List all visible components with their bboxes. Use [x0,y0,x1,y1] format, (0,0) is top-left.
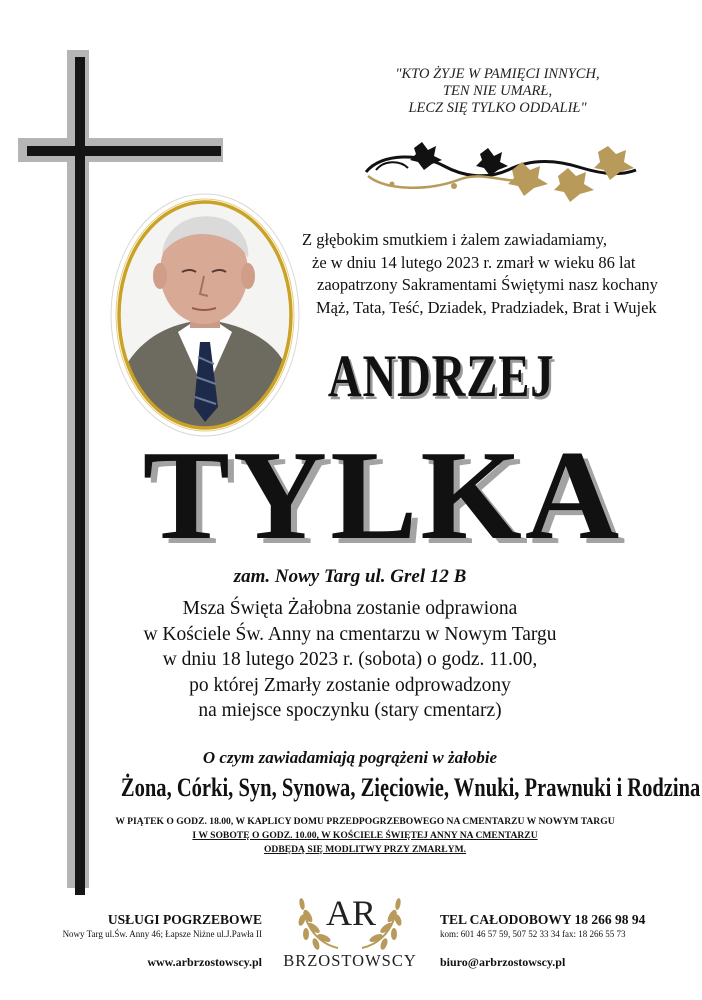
contact-info [440,912,690,970]
funeral-home-info [12,912,262,970]
logo-initials: AR [325,893,376,933]
phone-number: TEL CAŁODOBOWY 18 266 98 94 [440,912,646,927]
intro-line-3: zaopatrzony Sakramentami Świętymi nasz kochany [317,275,658,294]
company-title: USŁUGI POGRZEBOWE [107,912,262,927]
funeral-mass-info [100,596,600,724]
deceased-surname: TYLKA [142,424,623,566]
mass-line-4: po której Zmarły zostanie odprowadzony [189,674,511,696]
logo-name: BRZOSTOWSCY [283,951,417,970]
mass-line-1: Msza Święta Żałobna zostanie odprawiona [182,598,518,619]
mourners-family: Żona, Córki, Syn, Synowa, Zięciowie, Wnuki, Prawnuki i Rodzina [120,773,701,802]
announcement-intro [300,229,660,319]
mass-line-3: w dniu 18 lutego 2023 r. (sobota) o godz. 11.00, [162,649,538,670]
deceased-photo [108,192,302,438]
quote-line-3: LECZ SIĘ TYLKO ODDALIŁ" [408,100,587,116]
deceased-first-name: ANDRZEJ [327,343,555,409]
cross-icon-horizontal [27,146,221,156]
intro-line-1: Z głębokim smutkiem i żalem zawiadamiamy, [302,230,608,249]
quote-line-2: TEN NIE UMARŁ, [442,83,553,99]
mourners-intro: O czym zawiadamiają pogrążeni w żałobie [202,748,498,767]
mass-line-5: na miejsce spoczynku (stary cmentarz) [198,700,502,721]
vine-ornament-icon [362,140,640,204]
company-address: Nowy Targ ul.Św. Anny 46; Łapsze Niżne ul.J.Pawła II [62,929,262,939]
company-website-link[interactable]: www.arbrzostowscy.pl [147,955,262,969]
deceased-address: zam. Nowy Targ ul. Grel 12 B [233,566,467,587]
quote-line-1: "KTO ŻYJE W PAMIĘCI INNYCH, [395,66,600,82]
memorial-quote [355,66,640,117]
prayer-schedule [95,815,635,857]
mass-line-2: w Kościele Św. Anny na cmentarzu w Nowym Targu [143,623,557,645]
prayer-line-2: I W SOBOTĘ O GODZ. 10.00, W KOŚCIELE ŚWIĘTEJ ANNY NA CMENTARZU [192,830,538,841]
intro-line-4: Mąż, Tata, Teść, Dziadek, Pradziadek, Brat i Wujek [316,297,657,317]
prayer-line-1: W PIĄTEK O GODZ. 18.00, W KAPLICY DOMU PRZEDPOGRZEBOWEGO NA CMENTARZU W NOWYM TARGU [115,816,615,827]
intro-line-2: że w dniu 14 lutego 2023 r. zmarł w wieku 86 lat [312,252,636,272]
cross-icon-vertical [75,57,85,895]
email-link[interactable]: biuro@arbrzostowscy.pl [440,955,566,969]
prayer-line-3: ODBĘDĄ SIĘ MODLITWY PRZY ZMARŁYM. [263,844,467,855]
mobile-fax-numbers: kom: 601 46 57 59, 507 52 33 34 fax: 18 266 55 73 [440,929,626,939]
